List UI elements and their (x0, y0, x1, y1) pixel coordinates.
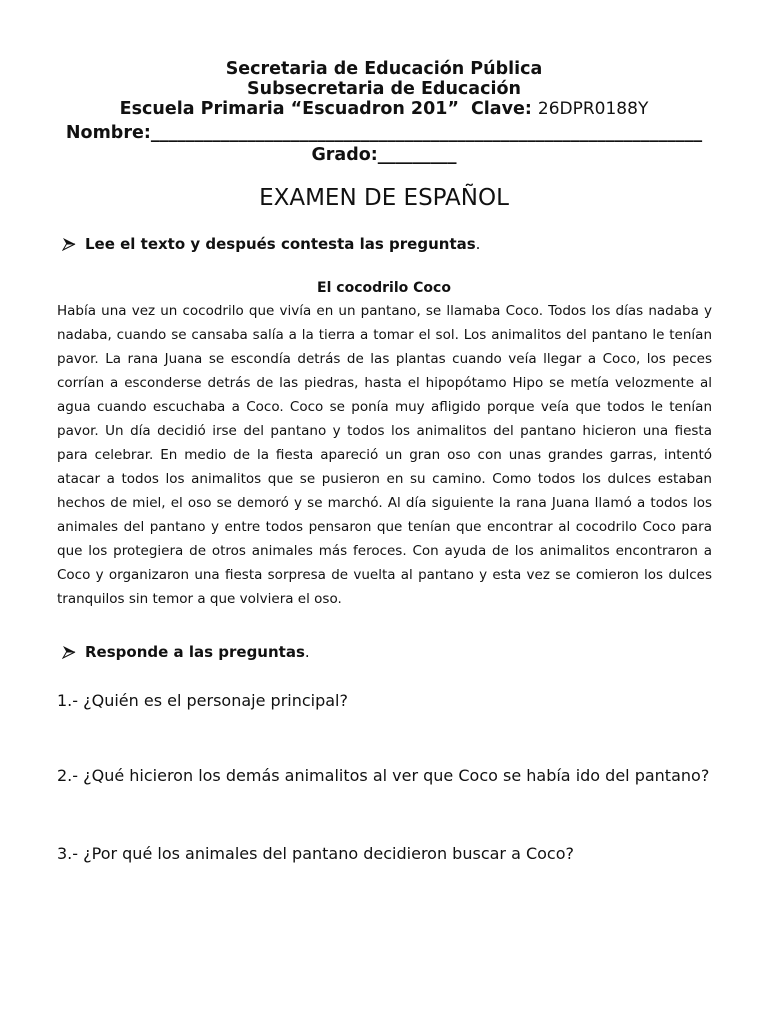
story-line: hechos de miel, el oso se demoró y se marchó. Al día siguiente la rana Juana llamó a todos los (57, 495, 712, 511)
nombre-label: Nombre: (65, 123, 151, 143)
story-line: que los protegiera de otros animales más feroces. Con ayuda de los animalitos encontraron a (57, 543, 712, 559)
story-line: pavor. Un día decidió irse del pantano y todos los animalitos del pantano hicieron una fiesta (57, 423, 712, 439)
story-line: agua cuando escuchaba a Coco. Coco se ponía muy afligido porque veía que todos le tenían (57, 399, 712, 415)
question-1: 1.- ¿Quién es el personaje principal? (57, 691, 348, 710)
arrow-bullet-icon (62, 645, 76, 659)
story-line: tranquilos sin temor a que volviera el oso. (57, 591, 342, 607)
story-text (57, 299, 712, 611)
story-line: Coco y organizaron una fiesta sorpresa de vuelta al pantano y esta vez se comieron los dulces (57, 567, 712, 583)
instruction-answer-text: Responde a las preguntas (85, 643, 305, 661)
story-line: Había una vez un cocodrilo que vivía en un pantano, se llamaba Coco. Todos los días nadaba y (57, 303, 712, 319)
story-line: nadaba, cuando se cansaba salía a la tierra a tomar el sol. Los animalitos del pantano le tenían (57, 327, 712, 343)
grado-line (0, 145, 768, 165)
instruction-read-period: . (475, 235, 481, 253)
header-secretaria: Secretaria de Educación Pública (225, 59, 543, 79)
story-line: pavor. La rana Juana se escondía detrás de las plantas cuando veía llegar a Coco, los peces (57, 351, 712, 367)
nombre-blank: _______________________________________________________________ (150, 123, 703, 143)
instruction-answer (62, 642, 310, 662)
arrow-bullet-icon (62, 237, 76, 251)
question-2: 2.- ¿Qué hicieron los demás animalitos al ver que Coco se había ido del pantano? (57, 766, 710, 785)
story-title: El cocodrilo Coco (317, 280, 451, 296)
grado-blank: _________ (377, 145, 457, 165)
instruction-read-text: Lee el texto y después contesta las preguntas (85, 235, 476, 253)
clave-label: Clave: (470, 99, 532, 119)
header-subsecretaria: Subsecretaria de Educación (247, 79, 521, 99)
instruction-answer-period: . (304, 643, 310, 661)
story-line: corrían a esconderse detrás de las piedras, hasta el hipopótamo Hipo se metía velozmente al (57, 375, 712, 391)
grado-label: Grado: (311, 145, 378, 165)
nombre-line (0, 123, 768, 143)
story-line: atacar a todos los animalitos que se pusieron en su camino. Como todos los dulces estaban (57, 471, 712, 487)
header-school-line (0, 99, 768, 119)
exam-title: EXAMEN DE ESPAÑOL (259, 185, 509, 211)
question-3: 3.- ¿Por qué los animales del pantano decidieron buscar a Coco? (57, 844, 575, 863)
school-name: Escuela Primaria “Escuadron 201” (119, 99, 459, 119)
instruction-read (62, 234, 480, 254)
clave-value: 26DPR0188Y (537, 99, 649, 119)
story-line: animales del pantano y entre todos pensaron que tenían que encontrar al cocodrilo Coco para (57, 519, 712, 535)
story-line: para celebrar. En medio de la fiesta apareció un gran oso con unas grandes garras, intentó (57, 447, 712, 463)
